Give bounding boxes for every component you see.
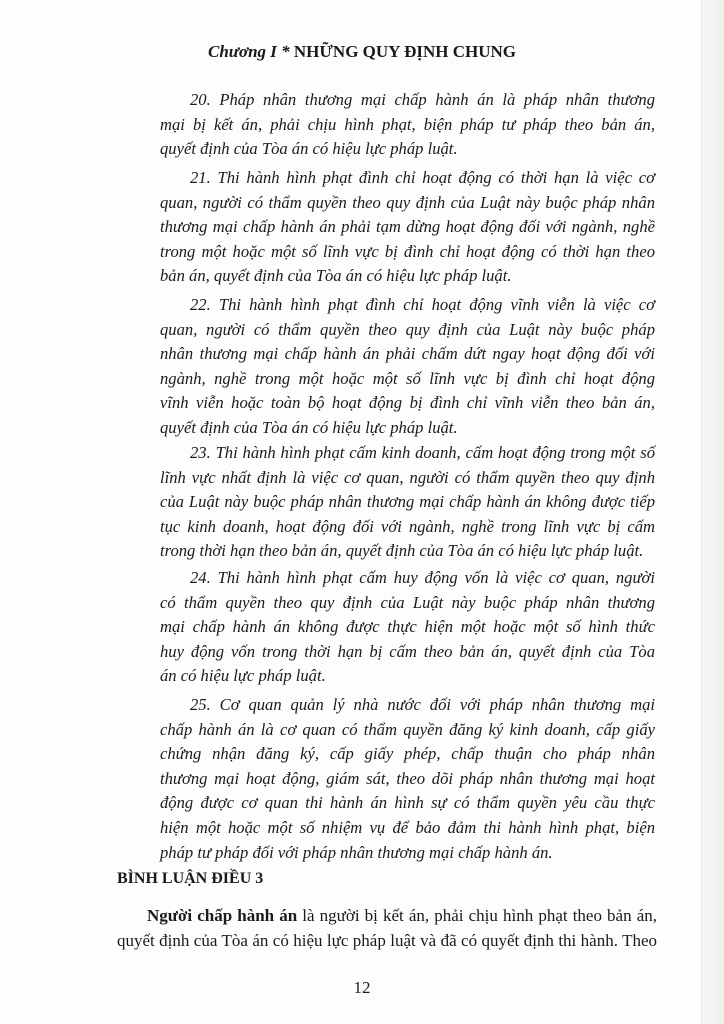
clause-line: có thẩm quyền theo quy định của Luật này buộc pháp nhân thương bbox=[160, 592, 655, 612]
clause-line: nhân thương mại chấp hành án phải chấm dứt ngay hoạt động đối với bbox=[160, 344, 655, 364]
chapter-title: NHỮNG QUY ĐỊNH CHUNG bbox=[293, 42, 517, 61]
clause-line: 20. Pháp nhân thương mại chấp hành án là pháp nhân thương bbox=[190, 90, 655, 109]
scan-edge bbox=[701, 0, 724, 1024]
clause-line: 23. Thi hành hình phạt cấm kinh doanh, cấm hoạt động trong một số bbox=[190, 443, 655, 462]
section-heading: BÌNH LUẬN ĐIỀU 3 bbox=[117, 870, 264, 887]
defined-term: Người chấp hành án bbox=[147, 906, 298, 925]
clause-line: tục kinh doanh, hoạt động đối với ngành, nghề trong lĩnh vực bị cấm bbox=[160, 516, 655, 536]
clause-line: của Luật này buộc pháp nhân thương mại chấp hành án không được tiếp bbox=[160, 492, 655, 512]
clause-line: chấp hành án là cơ quan có thẩm quyền đăng ký kinh doanh, cấp giấy bbox=[160, 719, 655, 739]
clause-line: bản án, quyết định của Tòa án có hiệu lực pháp luật. bbox=[160, 266, 512, 286]
clause-line: huy động vốn trong thời hạn bị cấm theo bản án, quyết định của Tòa bbox=[160, 641, 655, 661]
clause-paragraph bbox=[160, 88, 655, 162]
page-number: 12 bbox=[353, 978, 371, 997]
clause-line: thương mại chấp hành án phải tạm dừng hoạt động đối với ngành, nghề bbox=[160, 217, 655, 237]
clause-line: quan, người có thẩm quyền theo quy định của Luật này buộc pháp nhân bbox=[160, 192, 655, 212]
clause-line: động được cơ quan thi hành án hình sự có thẩm quyền yêu cầu thực bbox=[160, 793, 655, 813]
clause-line: quyết định của Tòa án có hiệu lực pháp luật. bbox=[160, 417, 458, 437]
clause-line: thương mại hoạt động, giám sát, theo dõi pháp nhân thương mại hoạt bbox=[160, 768, 655, 788]
clause-paragraph bbox=[160, 166, 655, 289]
commentary-line: quyết định của Tòa án có hiệu lực pháp luật và đã có quyết định thi hành. Theo bbox=[117, 930, 657, 950]
clause-line: lĩnh vực nhất định là việc cơ quan, người có thẩm quyền theo quy định bbox=[160, 467, 655, 487]
commentary-text: là người bị kết án, phải chịu hình phạt theo bản án, bbox=[297, 906, 657, 925]
clause-line: trong thời hạn theo bản án, quyết định của Tòa án có hiệu lực pháp luật. bbox=[160, 541, 644, 561]
clause-line: chứng nhận đăng ký, cấp giấy phép, chấp thuận cho pháp nhân bbox=[160, 744, 655, 764]
clause-line: mại chấp hành án không được thực hiện một hoặc một số hình thức bbox=[160, 617, 655, 637]
clause-line: hiện một hoặc một số nhiệm vụ để bảo đảm thi hành hình phạt, biện bbox=[160, 817, 655, 837]
clause-line: quyết định của Tòa án có hiệu lực pháp luật. bbox=[160, 139, 458, 159]
chapter-label: Chương I * bbox=[207, 42, 290, 61]
clause-paragraph bbox=[160, 441, 655, 564]
clause-line: pháp tư pháp đối với pháp nhân thương mại chấp hành án. bbox=[160, 842, 553, 862]
clause-line: 24. Thi hành hình phạt cấm huy động vốn là việc cơ quan, người bbox=[190, 568, 655, 587]
clause-paragraph bbox=[160, 293, 655, 441]
clause-line: trong một hoặc một số lĩnh vực bị đình chỉ hoạt động có thời hạn theo bbox=[160, 241, 655, 261]
clause-line: án có hiệu lực pháp luật. bbox=[160, 666, 326, 686]
commentary-line bbox=[117, 902, 657, 927]
clause-line: quan, người có thẩm quyền theo quy định của Luật này buộc pháp bbox=[160, 319, 655, 339]
clause-line: mại bị kết án, phải chịu hình phạt, biện pháp tư pháp theo bản án, bbox=[160, 114, 655, 134]
clause-paragraph bbox=[160, 566, 655, 689]
running-header bbox=[0, 42, 724, 62]
clause-line: 25. Cơ quan quản lý nhà nước đối với pháp nhân thương mại bbox=[190, 695, 655, 714]
clause-line: 21. Thi hành hình phạt đình chỉ hoạt động có thời hạn là việc cơ bbox=[190, 168, 655, 187]
clause-line: 22. Thi hành hình phạt đình chỉ hoạt động vĩnh viễn là việc cơ bbox=[190, 295, 655, 314]
clause-line: ngành, nghề trong một hoặc một số lĩnh vực bị đình chỉ hoạt động bbox=[160, 368, 655, 388]
commentary-paragraph bbox=[117, 902, 657, 951]
clause-paragraph bbox=[160, 693, 655, 865]
clause-line: vĩnh viễn hoặc toàn bộ hoạt động bị đình chỉ vĩnh viễn theo bản án, bbox=[160, 393, 655, 413]
